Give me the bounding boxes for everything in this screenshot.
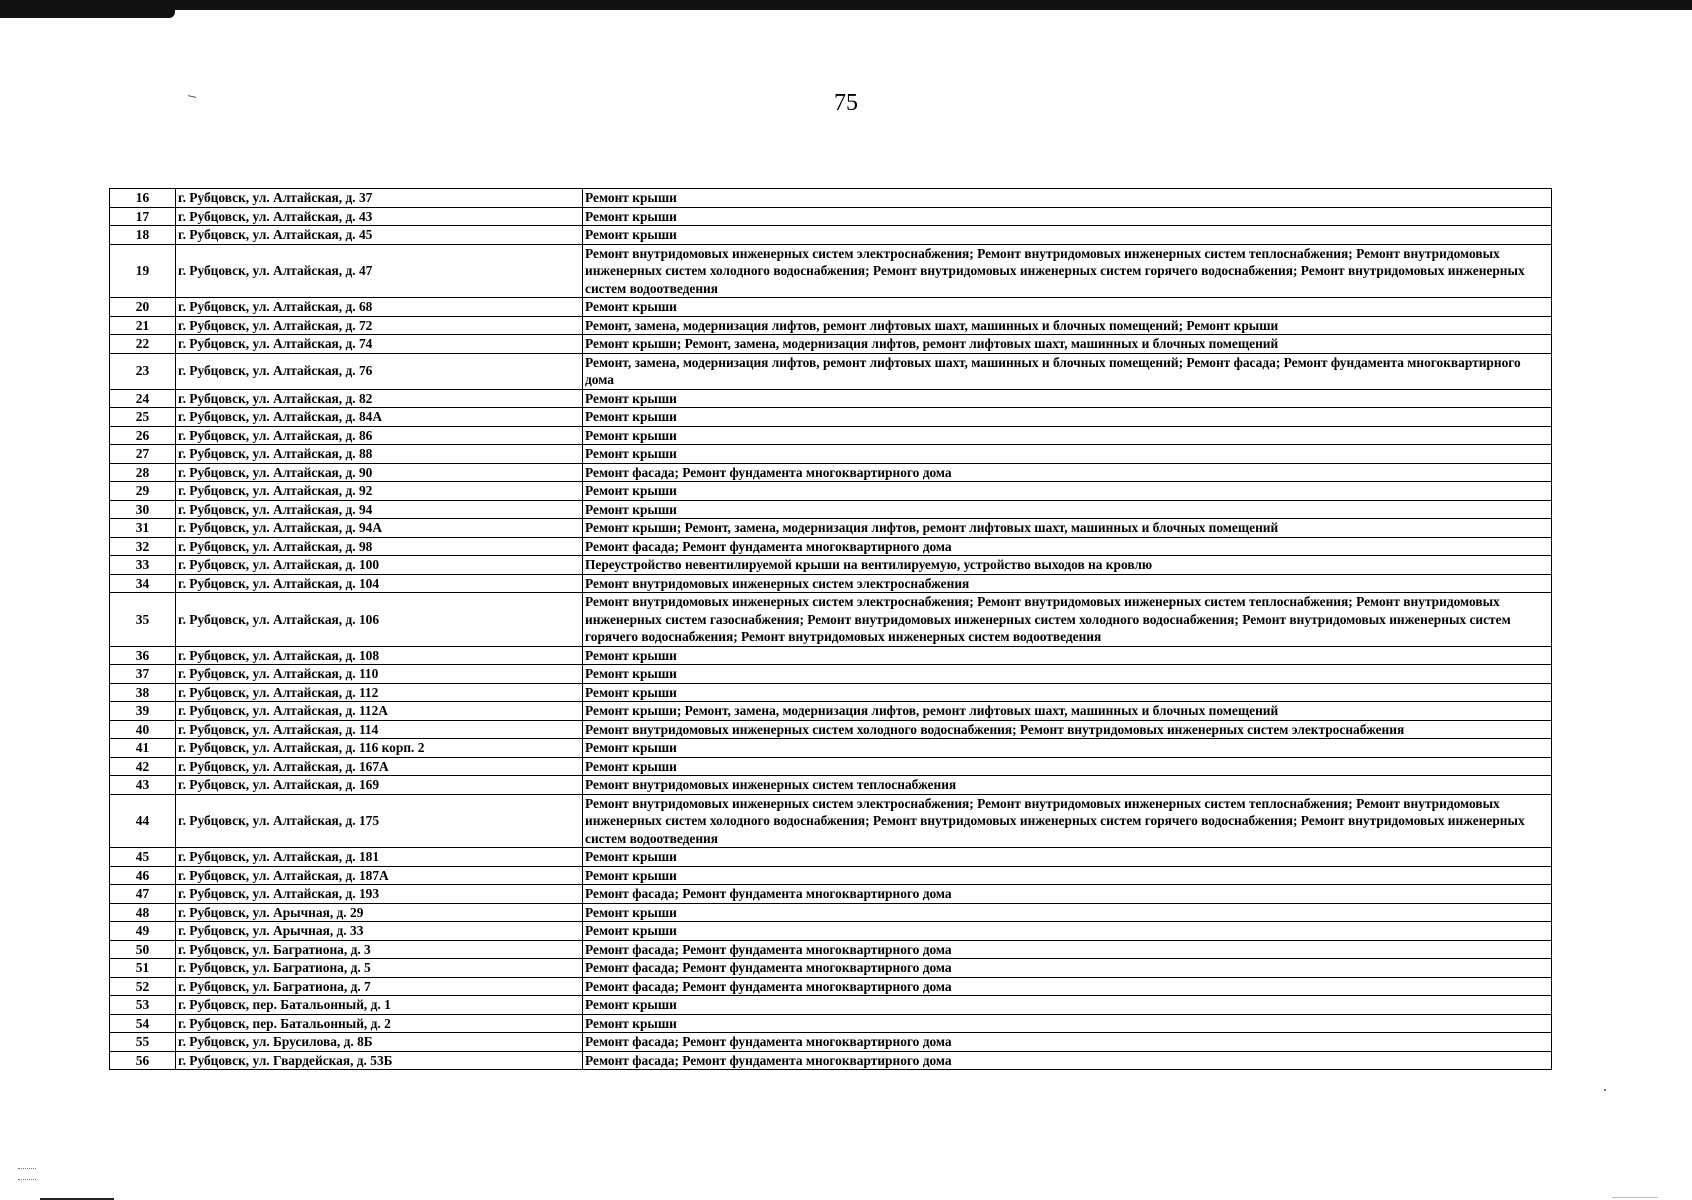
row-number: 17 (110, 207, 176, 226)
row-number: 19 (110, 244, 176, 298)
row-works: Ремонт крыши (583, 445, 1552, 464)
row-works: Ремонт фасада; Ремонт фундамента многоквартирного дома (583, 885, 1552, 904)
row-works: Ремонт крыши (583, 189, 1552, 208)
table-row (110, 757, 1552, 776)
row-number: 31 (110, 519, 176, 538)
row-number: 55 (110, 1033, 176, 1052)
row-works: Ремонт внутридомовых инженерных систем теплоснабжения (583, 776, 1552, 795)
row-works: Ремонт крыши (583, 665, 1552, 684)
row-number: 56 (110, 1051, 176, 1070)
row-address: г. Рубцовск, ул. Алтайская, д. 86 (176, 426, 583, 445)
row-number: 37 (110, 665, 176, 684)
table-row (110, 189, 1552, 208)
scan-artifact (1604, 1089, 1606, 1091)
table-row (110, 683, 1552, 702)
row-address: г. Рубцовск, ул. Алтайская, д. 88 (176, 445, 583, 464)
row-number: 23 (110, 353, 176, 389)
row-address: г. Рубцовск, ул. Алтайская, д. 104 (176, 574, 583, 593)
row-works: Ремонт крыши (583, 739, 1552, 758)
table-row (110, 940, 1552, 959)
row-works: Ремонт крыши (583, 866, 1552, 885)
row-works: Ремонт крыши; Ремонт, замена, модернизация лифтов, ремонт лифтовых шахт, машинных и блочных помещений (583, 335, 1552, 354)
row-address: г. Рубцовск, ул. Багратиона, д. 3 (176, 940, 583, 959)
repair-register-table (109, 188, 1552, 1070)
row-works: Ремонт крыши (583, 298, 1552, 317)
row-number: 41 (110, 739, 176, 758)
row-works: Ремонт крыши; Ремонт, замена, модернизация лифтов, ремонт лифтовых шахт, машинных и блочных помещений (583, 702, 1552, 721)
table-body (110, 189, 1552, 1070)
row-address: г. Рубцовск, ул. Арычная, д. 33 (176, 922, 583, 941)
row-number: 52 (110, 977, 176, 996)
row-works: Ремонт внутридомовых инженерных систем холодного водоснабжения; Ремонт внутридомовых инженерных систем электроснабжения (583, 720, 1552, 739)
row-address: г. Рубцовск, ул. Брусилова, д. 8Б (176, 1033, 583, 1052)
table-row (110, 996, 1552, 1015)
row-address: г. Рубцовск, ул. Алтайская, д. 90 (176, 463, 583, 482)
table-row (110, 739, 1552, 758)
table-row (110, 1033, 1552, 1052)
row-address: г. Рубцовск, ул. Алтайская, д. 175 (176, 794, 583, 848)
table-row (110, 537, 1552, 556)
row-address: г. Рубцовск, ул. Алтайская, д. 169 (176, 776, 583, 795)
row-works: Ремонт, замена, модернизация лифтов, ремонт лифтовых шахт, машинных и блочных помещений; Ремонт крыши (583, 316, 1552, 335)
row-address: г. Рубцовск, ул. Алтайская, д. 100 (176, 556, 583, 575)
table-row (110, 389, 1552, 408)
row-works: Ремонт крыши (583, 408, 1552, 427)
table-row (110, 1051, 1552, 1070)
table-row (110, 463, 1552, 482)
row-address: г. Рубцовск, ул. Алтайская, д. 106 (176, 593, 583, 647)
row-address: г. Рубцовск, ул. Алтайская, д. 187А (176, 866, 583, 885)
row-address: г. Рубцовск, ул. Алтайская, д. 110 (176, 665, 583, 684)
row-address: г. Рубцовск, ул. Алтайская, д. 45 (176, 226, 583, 245)
row-works: Ремонт внутридомовых инженерных систем электроснабжения; Ремонт внутридомовых инженерных систем теплоснабжения; Ремонт внутридомовых инженерных систем газоснабжения; Ремонт внутридомовых инженерных систем холодного водоснабжения; Ремонт внутридомовых инженерных систем горячего водоснабжения; Ремонт внутридомовых инженерных систем водоотведения (583, 593, 1552, 647)
row-address: г. Рубцовск, ул. Алтайская, д. 76 (176, 353, 583, 389)
row-address: г. Рубцовск, ул. Алтайская, д. 72 (176, 316, 583, 335)
row-number: 50 (110, 940, 176, 959)
row-address: г. Рубцовск, ул. Алтайская, д. 112А (176, 702, 583, 721)
row-works: Ремонт крыши (583, 757, 1552, 776)
table-row (110, 977, 1552, 996)
scan-artifact (18, 1168, 36, 1180)
scan-top-border-lip (0, 8, 175, 18)
row-works: Ремонт фасада; Ремонт фундамента многоквартирного дома (583, 1051, 1552, 1070)
table-row (110, 866, 1552, 885)
row-works: Ремонт крыши (583, 1014, 1552, 1033)
row-number: 16 (110, 189, 176, 208)
row-number: 28 (110, 463, 176, 482)
table-row (110, 335, 1552, 354)
row-address: г. Рубцовск, ул. Алтайская, д. 108 (176, 646, 583, 665)
row-works: Ремонт крыши (583, 646, 1552, 665)
row-address: г. Рубцовск, ул. Арычная, д. 29 (176, 903, 583, 922)
page-number: 75 (834, 90, 858, 116)
row-number: 20 (110, 298, 176, 317)
row-number: 22 (110, 335, 176, 354)
row-works: Ремонт внутридомовых инженерных систем электроснабжения; Ремонт внутридомовых инженерных систем теплоснабжения; Ремонт внутридомовых инженерных систем холодного водоснабжения; Ремонт внутридомовых инженерных систем горячего водоснабжения; Ремонт внутридомовых инженерных систем водоотведения (583, 244, 1552, 298)
row-number: 34 (110, 574, 176, 593)
row-works: Ремонт крыши (583, 426, 1552, 445)
row-works: Ремонт внутридомовых инженерных систем электроснабжения (583, 574, 1552, 593)
row-address: г. Рубцовск, ул. Алтайская, д. 82 (176, 389, 583, 408)
row-address: г. Рубцовск, пер. Батальонный, д. 1 (176, 996, 583, 1015)
table-row (110, 720, 1552, 739)
row-address: г. Рубцовск, ул. Алтайская, д. 94 (176, 500, 583, 519)
row-address: г. Рубцовск, ул. Алтайская, д. 68 (176, 298, 583, 317)
table-row (110, 482, 1552, 501)
table-row (110, 426, 1552, 445)
table-row (110, 776, 1552, 795)
row-works: Ремонт фасада; Ремонт фундамента многоквартирного дома (583, 1033, 1552, 1052)
row-works: Ремонт фасада; Ремонт фундамента многоквартирного дома (583, 537, 1552, 556)
row-number: 24 (110, 389, 176, 408)
row-address: г. Рубцовск, ул. Алтайская, д. 47 (176, 244, 583, 298)
row-works: Ремонт фасада; Ремонт фундамента многоквартирного дома (583, 959, 1552, 978)
table-row (110, 922, 1552, 941)
row-number: 33 (110, 556, 176, 575)
table-row (110, 519, 1552, 538)
row-address: г. Рубцовск, ул. Алтайская, д. 43 (176, 207, 583, 226)
row-works: Ремонт фасада; Ремонт фундамента многоквартирного дома (583, 977, 1552, 996)
table-row (110, 848, 1552, 867)
row-works: Ремонт крыши (583, 207, 1552, 226)
table-row (110, 1014, 1552, 1033)
row-number: 39 (110, 702, 176, 721)
row-works: Ремонт крыши (583, 922, 1552, 941)
row-works: Ремонт крыши (583, 903, 1552, 922)
table-row (110, 408, 1552, 427)
row-number: 29 (110, 482, 176, 501)
row-address: г. Рубцовск, ул. Алтайская, д. 181 (176, 848, 583, 867)
row-number: 43 (110, 776, 176, 795)
row-address: г. Рубцовск, ул. Гвардейская, д. 53Б (176, 1051, 583, 1070)
row-number: 32 (110, 537, 176, 556)
row-address: г. Рубцовск, ул. Багратиона, д. 5 (176, 959, 583, 978)
row-number: 30 (110, 500, 176, 519)
table-row (110, 298, 1552, 317)
row-works: Ремонт крыши (583, 226, 1552, 245)
table-row (110, 702, 1552, 721)
row-number: 26 (110, 426, 176, 445)
row-number: 47 (110, 885, 176, 904)
row-works: Ремонт крыши (583, 500, 1552, 519)
row-number: 46 (110, 866, 176, 885)
row-works: Ремонт крыши (583, 389, 1552, 408)
row-works: Ремонт крыши (583, 482, 1552, 501)
row-address: г. Рубцовск, ул. Алтайская, д. 193 (176, 885, 583, 904)
row-number: 51 (110, 959, 176, 978)
row-address: г. Рубцовск, ул. Алтайская, д. 116 корп. 2 (176, 739, 583, 758)
row-address: г. Рубцовск, ул. Алтайская, д. 84А (176, 408, 583, 427)
row-address: г. Рубцовск, ул. Алтайская, д. 112 (176, 683, 583, 702)
row-address: г. Рубцовск, ул. Алтайская, д. 98 (176, 537, 583, 556)
row-works: Ремонт крыши (583, 848, 1552, 867)
row-number: 36 (110, 646, 176, 665)
row-number: 27 (110, 445, 176, 464)
row-number: 44 (110, 794, 176, 848)
row-address: г. Рубцовск, ул. Багратиона, д. 7 (176, 977, 583, 996)
table-row (110, 445, 1552, 464)
table-row (110, 885, 1552, 904)
row-works: Ремонт внутридомовых инженерных систем электроснабжения; Ремонт внутридомовых инженерных систем теплоснабжения; Ремонт внутридомовых инженерных систем холодного водоснабжения; Ремонт внутридомовых инженерных систем горячего водоснабжения; Ремонт внутридомовых инженерных систем водоотведения (583, 794, 1552, 848)
row-address: г. Рубцовск, ул. Алтайская, д. 167А (176, 757, 583, 776)
row-works: Ремонт крыши (583, 683, 1552, 702)
row-address: г. Рубцовск, ул. Алтайская, д. 92 (176, 482, 583, 501)
row-number: 48 (110, 903, 176, 922)
table-row (110, 353, 1552, 389)
row-works: Ремонт, замена, модернизация лифтов, ремонт лифтовых шахт, машинных и блочных помещений; Ремонт фасада; Ремонт фундамента многоквартирного дома (583, 353, 1552, 389)
table-row (110, 500, 1552, 519)
row-number: 25 (110, 408, 176, 427)
row-address: г. Рубцовск, ул. Алтайская, д. 74 (176, 335, 583, 354)
row-number: 42 (110, 757, 176, 776)
scan-artifact (1612, 1197, 1658, 1198)
table-row (110, 556, 1552, 575)
table-row (110, 903, 1552, 922)
row-address: г. Рубцовск, ул. Алтайская, д. 37 (176, 189, 583, 208)
table-row (110, 574, 1552, 593)
table-row (110, 794, 1552, 848)
row-address: г. Рубцовск, ул. Алтайская, д. 114 (176, 720, 583, 739)
row-works: Переустройство невентилируемой крыши на вентилируемую, устройство выходов на кровлю (583, 556, 1552, 575)
row-address: г. Рубцовск, ул. Алтайская, д. 94А (176, 519, 583, 538)
row-number: 40 (110, 720, 176, 739)
table-row (110, 226, 1552, 245)
row-address: г. Рубцовск, пер. Батальонный, д. 2 (176, 1014, 583, 1033)
row-number: 21 (110, 316, 176, 335)
row-works: Ремонт крыши; Ремонт, замена, модернизация лифтов, ремонт лифтовых шахт, машинных и блочных помещений (583, 519, 1552, 538)
row-number: 35 (110, 593, 176, 647)
row-number: 38 (110, 683, 176, 702)
table-row (110, 207, 1552, 226)
table-row (110, 646, 1552, 665)
row-number: 18 (110, 226, 176, 245)
table-row (110, 316, 1552, 335)
row-number: 45 (110, 848, 176, 867)
row-works: Ремонт крыши (583, 996, 1552, 1015)
row-works: Ремонт фасада; Ремонт фундамента многоквартирного дома (583, 940, 1552, 959)
table-row (110, 244, 1552, 298)
row-number: 49 (110, 922, 176, 941)
row-number: 54 (110, 1014, 176, 1033)
row-works: Ремонт фасада; Ремонт фундамента многоквартирного дома (583, 463, 1552, 482)
row-number: 53 (110, 996, 176, 1015)
table-row (110, 593, 1552, 647)
table-row (110, 665, 1552, 684)
scan-top-border (0, 0, 1692, 10)
table-row (110, 959, 1552, 978)
